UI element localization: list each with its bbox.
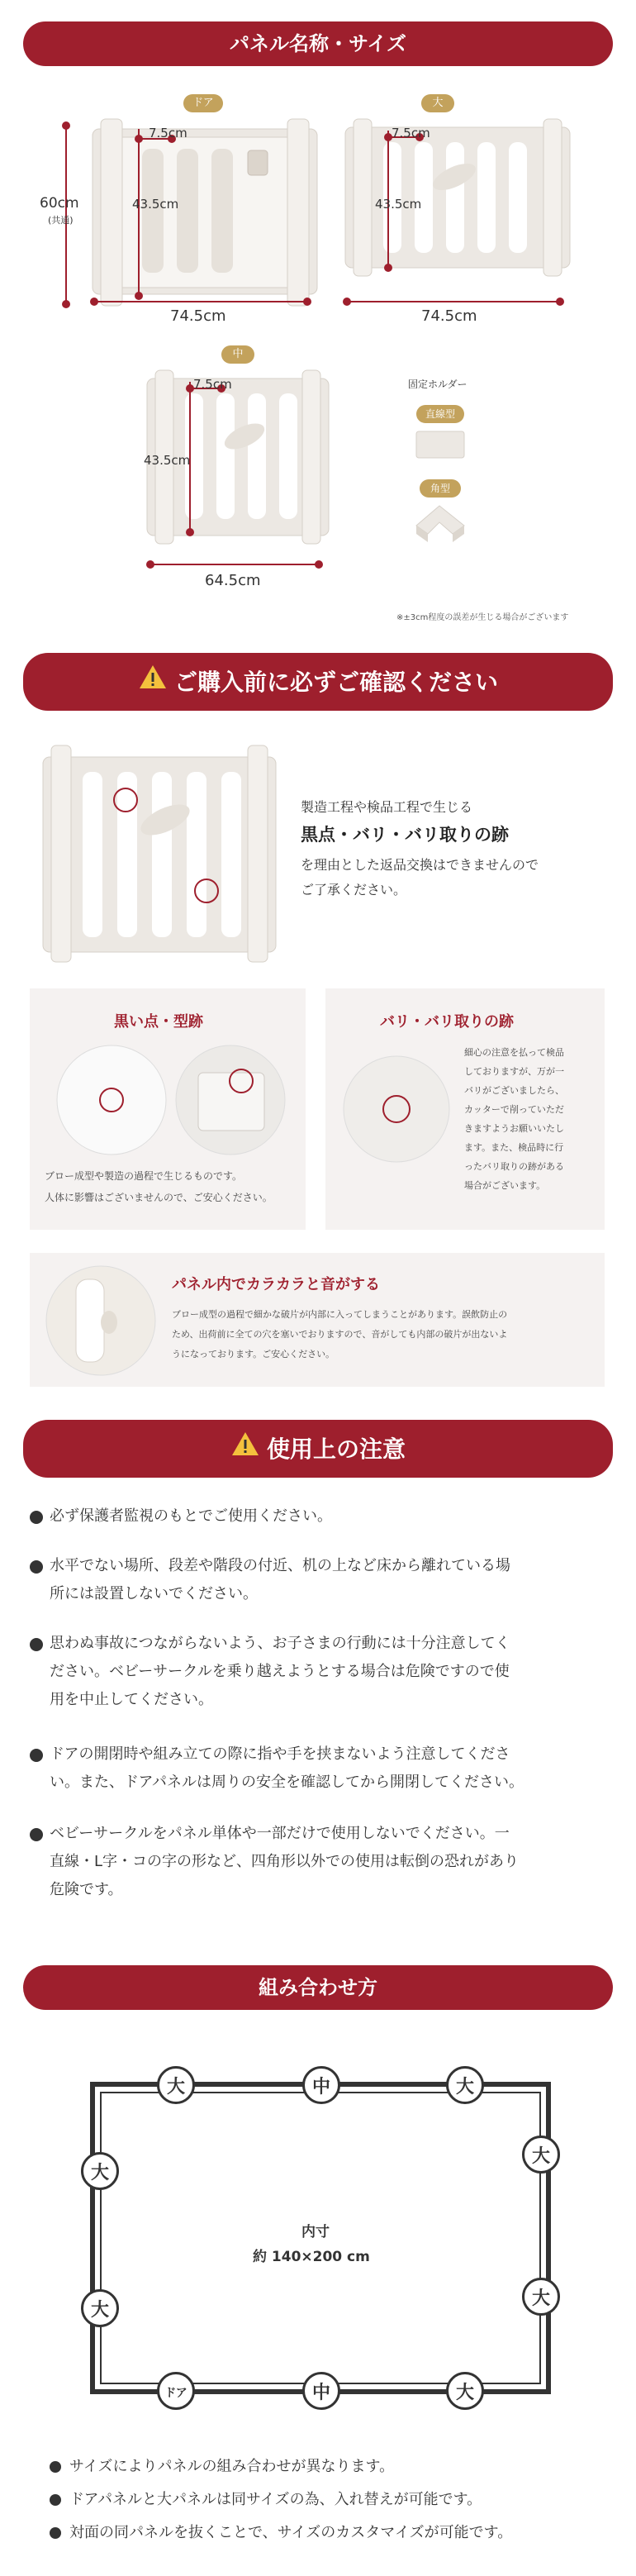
intro-line2: 黒点・バリ・バリ取りの跡: [301, 825, 509, 845]
inner-dimension-label: 内寸: [301, 2224, 330, 2240]
section-title-check: ご購入前に必ずご確認ください: [23, 653, 613, 711]
box1-line1: ブロー成型や製造の過程で生じるものです。: [45, 1170, 243, 1182]
box1-title: 黒い点・型跡: [114, 1013, 203, 1031]
height-value: 60cm: [40, 195, 79, 212]
medium-inner-label: 43.5cm: [144, 453, 191, 468]
door-width-label: 74.5cm: [170, 307, 226, 325]
door-gap-label: 7.5cm: [149, 126, 187, 140]
holder-corner-tag: 角型: [420, 479, 461, 498]
medium-gap-label: 7.5cm: [193, 377, 232, 392]
combination-note: 対面の同パネルを抜くことで、サイズのカスタマイズが可能です。: [50, 2521, 512, 2542]
door-panel-image: [93, 119, 317, 307]
caution-item: ベビーサークルをパネル単体や一部だけで使用しないでください。一 直線・L字・コの字の形など、四角形以外での使用は転倒の恐れがあり 危険です。: [30, 1820, 608, 1904]
box3-title: パネル内でカラカラと音がする: [172, 1276, 380, 1293]
bullet-dot: [50, 2461, 61, 2473]
caution-item: 水平でない場所、段差や階段の付近、机の上など床から離れている場 所には設置しないでください。: [30, 1552, 608, 1608]
medium-width-line: [145, 559, 324, 570]
box3-line1: ブロー成型の過程で細かな破片が内部に入ってしまうことがあります。誤飲防止の: [172, 1309, 508, 1320]
panel-large-label: 大: [522, 2278, 560, 2316]
warning-icon: [230, 1421, 260, 1478]
bullet-dot: [50, 2527, 61, 2539]
warning-icon: [138, 654, 168, 712]
bullet-dot: [30, 1560, 43, 1574]
box2-line: バリがございましたら、: [464, 1085, 564, 1096]
panel-large-label: 大: [522, 2136, 560, 2174]
box1-line2: 人体に影響はございませんので、ご安心ください。: [45, 1192, 273, 1203]
box2-line: 場合がございます。: [464, 1180, 546, 1191]
combination-note: ドアパネルと大パネルは同サイズの為、入れ替えが可能です。: [50, 2488, 482, 2509]
door-width-line: [89, 296, 312, 307]
straight-holder-image: [415, 428, 466, 461]
inner-dimension-value: 約 140×200 cm: [253, 2249, 370, 2265]
black-dot-photo: [55, 1043, 168, 1157]
medium-width-label: 64.5cm: [205, 572, 261, 589]
box2-line: ったバリ取りの跡がある: [464, 1161, 564, 1172]
panel-large-label: 大: [157, 2066, 195, 2104]
section-title-caution: 使用上の注意: [23, 1420, 613, 1478]
panel-medium-label: 中: [302, 2066, 340, 2104]
holder-straight-tag: 直線型: [416, 405, 464, 423]
large-inner-label: 43.5cm: [375, 197, 422, 212]
panel-medium-label: 中: [302, 2372, 340, 2410]
panel-large-label: 大: [81, 2152, 119, 2190]
bullet-dot: [30, 1828, 43, 1841]
box2-line: きますようお願いいたし: [464, 1123, 564, 1134]
box2-line: しておりますが、万が一: [464, 1066, 564, 1077]
bullet-dot: [30, 1638, 43, 1651]
medium-tag: 中: [221, 345, 254, 364]
panel-door-label: ドア: [157, 2372, 195, 2410]
intro-line4: ご了承ください。: [301, 882, 407, 898]
door-tag: ドア: [183, 94, 223, 112]
panel-large-label: 大: [446, 2066, 484, 2104]
box3-line3: うになっております。ご安心ください。: [172, 1349, 335, 1359]
tolerance-note: ※±3cm程度の誤差が生じる場合がございます: [396, 613, 569, 622]
bullet-dot: [30, 1511, 43, 1524]
box2-line: ます。また、検品時に行: [464, 1142, 564, 1153]
caution-item: 思わぬ事故につながらないよう、お子さまの行動には十分注意してく ださい。ベビーサークルを乗り越えようとする場合は危険ですので使 用を中止してください。: [30, 1630, 608, 1714]
large-tag: 大: [421, 94, 454, 112]
height-note: (共通): [48, 215, 74, 226]
large-width-label: 74.5cm: [421, 307, 477, 325]
corner-holder-image: [413, 501, 468, 547]
combination-note: サイズによりパネルの組み合わせが異なります。: [50, 2455, 394, 2476]
rattle-photo: [43, 1263, 159, 1378]
large-width-line: [342, 296, 565, 307]
box2-line: カッターで削っていただ: [464, 1104, 564, 1115]
intro-line1: 製造工程や検品工程で生じる: [301, 799, 473, 815]
section-title-combination: 組み合わせ方: [23, 1965, 613, 2010]
holder-title: 固定ホルダー: [408, 379, 468, 390]
mold-mark-photo: [173, 1043, 287, 1157]
bullet-dot: [50, 2494, 61, 2506]
panel-large-label: 大: [81, 2289, 119, 2327]
intro-line3: を理由とした返品交換はできませんので: [301, 857, 539, 873]
burr-photo: [340, 1053, 453, 1165]
caution-item: ドアの開閉時や組み立ての際に指や手を挟まないよう注意してくださ い。また、ドアパネルは周りの安全を確認してから開閉してください。: [30, 1740, 608, 1797]
large-gap-label: 7.5cm: [392, 126, 430, 140]
box2-title: バリ・バリ取りの跡: [380, 1013, 514, 1031]
panel-defect-image: [43, 745, 276, 962]
box3-line2: ため、出荷前に全ての穴を塞いでおりますので、音がしても内部の破片が出ないよ: [172, 1329, 508, 1340]
box2-text: [464, 1043, 595, 1195]
box2-line: 細心の注意を払って検品: [464, 1047, 564, 1058]
panel-large-label: 大: [446, 2372, 484, 2410]
bullet-dot: [30, 1749, 43, 1762]
caution-item: 必ず保護者監視のもとでご使用ください。: [30, 1502, 608, 1531]
section-title-sizes: パネル名称・サイズ: [23, 21, 613, 66]
door-inner-label: 43.5cm: [132, 197, 179, 212]
